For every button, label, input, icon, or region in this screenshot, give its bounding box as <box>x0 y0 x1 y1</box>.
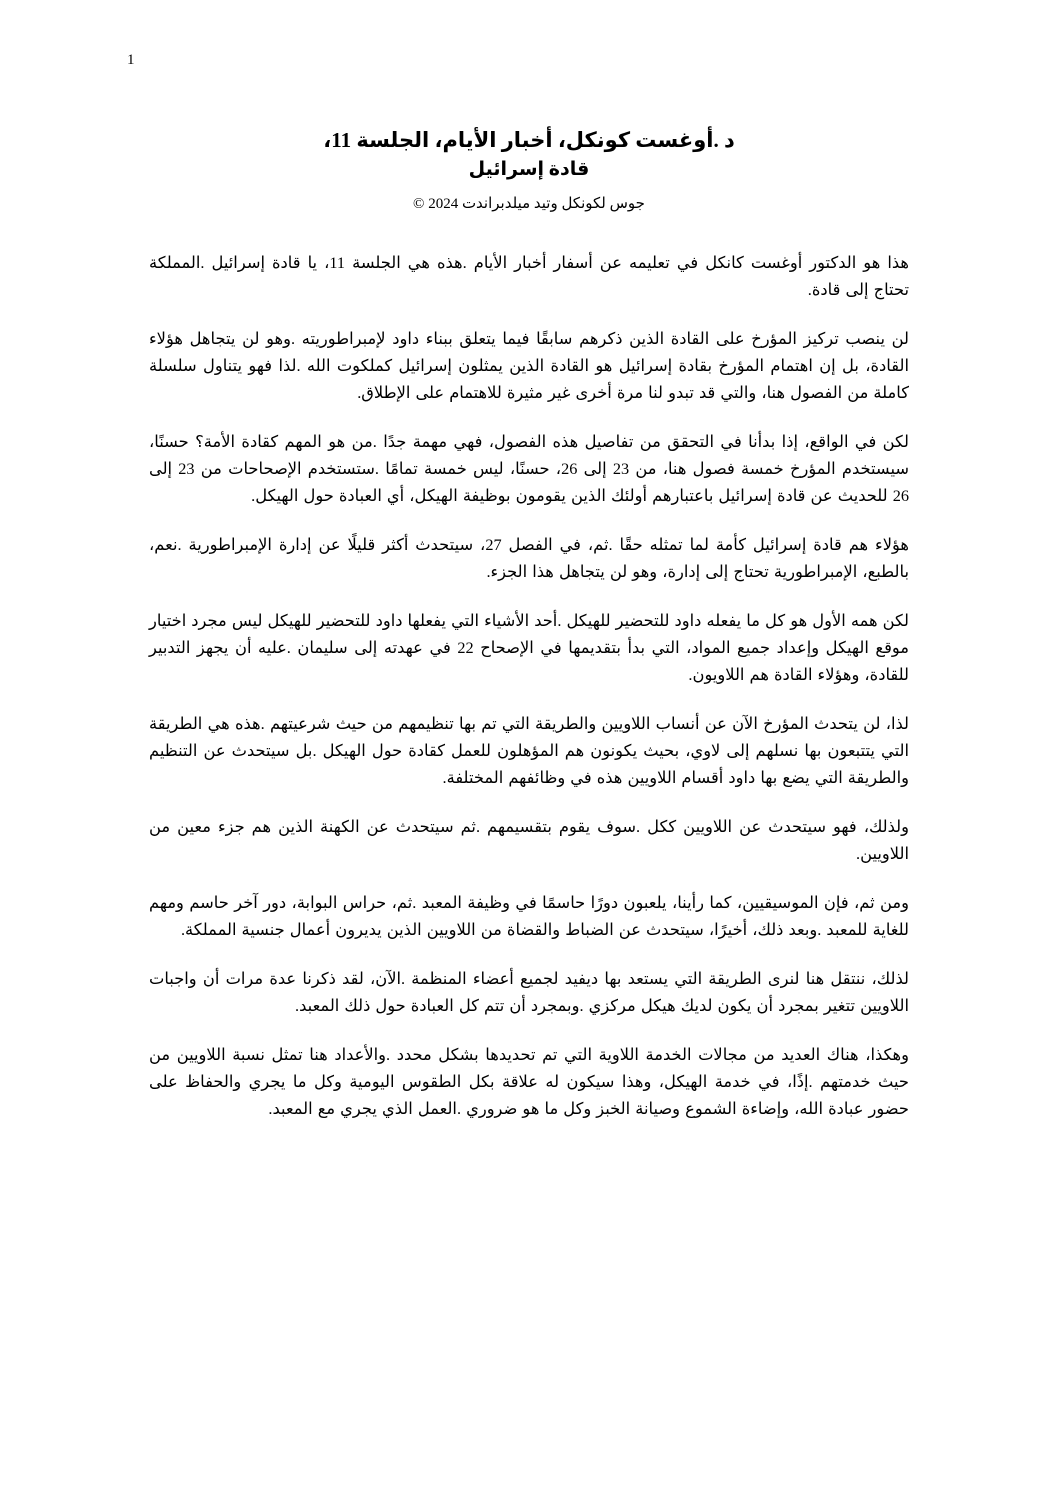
page-number: 1 <box>127 52 135 68</box>
document-title-line2: قادة إسرائيل <box>468 159 590 181</box>
paragraph-5: لكن همه الأول هو كل ما يفعله داود للتحضير للهيكل .أحد الأشياء التي يفعلها داود للتحضير للهيكل ليس مجرد اختيار موقع الهيكل وإعداد جميع المواد، التي بدأ بتقديمها في الإصحاح 22 في عهدته إلى سليمان .عليه أن يجهز التدبير للقادة، وهؤلاء القادة هم اللاويون. <box>149 610 909 684</box>
copyright-line: جوس لكونكل وتيد ميلدبراندت 2024 © <box>413 195 645 212</box>
paragraph-7: ولذلك، فهو سيتحدث عن اللاويين ككل .سوف يقوم بتقسيمهم .ثم سيتحدث عن الكهنة الذين هم جزء معين من اللاويين. <box>149 816 909 863</box>
paragraph-9: لذلك، ننتقل هنا لنرى الطريقة التي يستعد بها ديفيد لجميع أعضاء المنظمة .الآن، لقد ذكرنا عدة مرات أن واجبات اللاويين تتغير بمجرد أن يكون لديك هيكل مركزي .وبمجرد أن تتم كل العبادة حول ذلك المعبد. <box>149 968 909 1015</box>
paragraph-10: وهكذا، هناك العديد من مجالات الخدمة اللاوية التي تم تحديدها بشكل محدد .والأعداد هنا تمثل نسبة اللاويين من حيث خدمتهم .إذًا، في خدمة الهيكل، وهذا سيكون له علاقة بكل الطقوس اليومية وكل ما يجري والحفاظ على حضور عبادة الله، وإضاءة الشموع وصيانة الخبز وكل ما هو ضروري .العمل الذي يجري مع المعبد. <box>149 1044 909 1118</box>
paragraph-6: لذا، لن يتحدث المؤرخ الآن عن أنساب اللاويين والطريقة التي تم بها تنظيمهم من حيث شرعيتهم .هذه هي الطريقة التي يتتبعون بها نسلهم إلى لاوي، بحيث يكونون هم المؤهلون للعمل كقادة حول الهيكل .بل سيتحدث عن التنظيم والطريقة التي يضع بها داود أقسام اللاويين هذه في وظائفهم المختلفة. <box>149 713 909 787</box>
paragraph-4: هؤلاء هم قادة إسرائيل كأمة لما تمثله حقًا .ثم، في الفصل 27، سيتحدث أكثر قليلًا عن إدارة الإمبراطورية .نعم، بالطبع، الإمبراطورية تحتاج إلى إدارة، وهو لن يتجاهل هذا الجزء. <box>149 534 909 581</box>
paragraph-1: هذا هو الدكتور أوغست كانكل في تعليمه عن أسفار أخبار الأيام .هذه هي الجلسة 11، يا قادة إسرائيل .المملكة تحتاج إلى قادة. <box>149 252 909 299</box>
paragraph-3: لكن في الواقع، إذا بدأنا في التحقق من تفاصيل هذه الفصول، فهي مهمة جدًا .من هو المهم كقادة الأمة؟ حسنًا، سيستخدم المؤرخ خمسة فصول هنا، من 23 إلى 26، حسنًا، ليس خمسة تمامًا .ستستخدم الإصحاحات من 23 إلى 26 للحديث عن قادة إسرائيل باعتبارهم أولئك الذين يقومون بوظيفة الهيكل، أي العبادة حول الهيكل. <box>149 431 909 505</box>
document-title-line1: د .أوغست كونكل، أخبار الأيام، الجلسة 11، <box>323 128 735 152</box>
paragraph-8: ومن ثم، فإن الموسيقيين، كما رأينا، يلعبون دورًا حاسمًا في وظيفة المعبد .ثم، حراس البوابة، دور آخر حاسم ومهم للغاية للمعبد .وبعد ذلك، أخيرًا، سيتحدث عن الضباط والقضاة من اللاويين الذين يديرون أعمال جنسية المملكة. <box>149 892 909 939</box>
paragraph-2: لن ينصب تركيز المؤرخ على القادة الذين ذكرهم سابقًا فيما يتعلق ببناء داود لإمبراطوريته .وهو لن يتجاهل هؤلاء القادة، بل إن اهتمام المؤرخ بقادة إسرائيل هو القادة الذين يمثلون إسرائيل كملكوت الله .لذا فهو يتناول سلسلة كاملة من الفصول هنا، والتي قد تبدو لنا مرة أخرى غير مثيرة للاهتمام على الإطلاق. <box>149 328 909 402</box>
document-content <box>149 0 909 1144</box>
